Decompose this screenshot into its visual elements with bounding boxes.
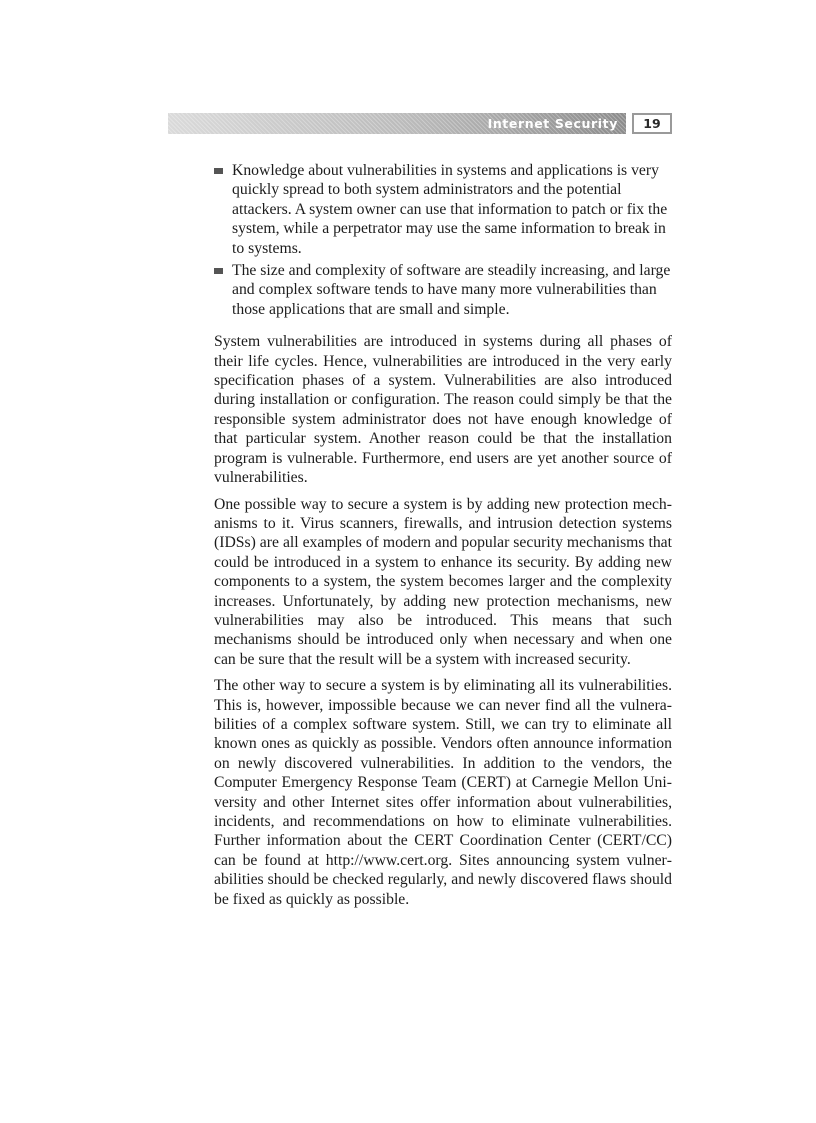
bullet-text: Knowledge about vulnerabilities in systems and applications is very quickly spread to both system administrators and the potential attackers. A system owner can use that information to patch or fix the system, while a perpetrator may use the same information to break in to systems.: [232, 162, 668, 257]
bullet-text: The size and complexity of software are steadily increasing, and large and complex software tends to have many more vulnerabilities than those applications that are small and simple.: [232, 262, 671, 318]
page-number: 19: [632, 113, 672, 134]
running-header-title: Internet Security: [487, 116, 618, 131]
bullet-list: [214, 161, 672, 319]
bullet-item: [214, 161, 672, 258]
body-paragraph: One possible way to secure a system is by adding new protection mechanisms to it. Virus scanners, firewalls, and intrusion detection systems (IDSs) are all examples of modern and popular security mechanisms that could be introduced in a system to enhance its security. By adding new components to a system, the system becomes larger and the complexity increases. Unfortunately, by adding new protection mechanisms, new vulnerabilities may also be introduced. This means that such mechanisms should be introduced only when necessary and when one can be sure that the result will be a system with increased security.: [214, 495, 672, 668]
square-bullet-icon: [214, 168, 223, 174]
square-bullet-icon: [214, 268, 223, 274]
body-paragraph: The other way to secure a system is by eliminating all its vulnerabilities. This is, however, impossible because we can never find all the vulnerabilities of a complex software system. Still, we can try to eliminate all known ones as quickly as possible. Vendors often announce information on newly discovered vulnerabilities. In addition to the vendors, the Computer Emergency Response Team (CERT) at Carnegie Mellon University and other Internet sites offer information about vulnerabilities, incidents, and recommendations on how to eliminate vulnerabilities. Further information about the CERT Coordination Center (CERT/CC) can be found at http://www.cert.org. Sites announcing system vulnerabilities should be checked regularly, and newly discovered flaws should be fixed as quickly as possible.: [214, 677, 672, 908]
page-body: [214, 161, 672, 909]
bullet-item: [214, 261, 672, 319]
body-paragraph: System vulnerabilities are introduced in systems during all phases of their life cycles. Hence, vulnerabilities are introduced in the very early specification phases of a system. Vulnerabilities are also introduced during installation or configuration. The reason could simply be that the responsible system administrator does not have enough knowledge of that particular system. Another reason could be that the installation program is vulnerable. Furthermore, end users are yet another source of vulnerabilities.: [214, 333, 672, 487]
running-header-bar: [168, 113, 626, 134]
